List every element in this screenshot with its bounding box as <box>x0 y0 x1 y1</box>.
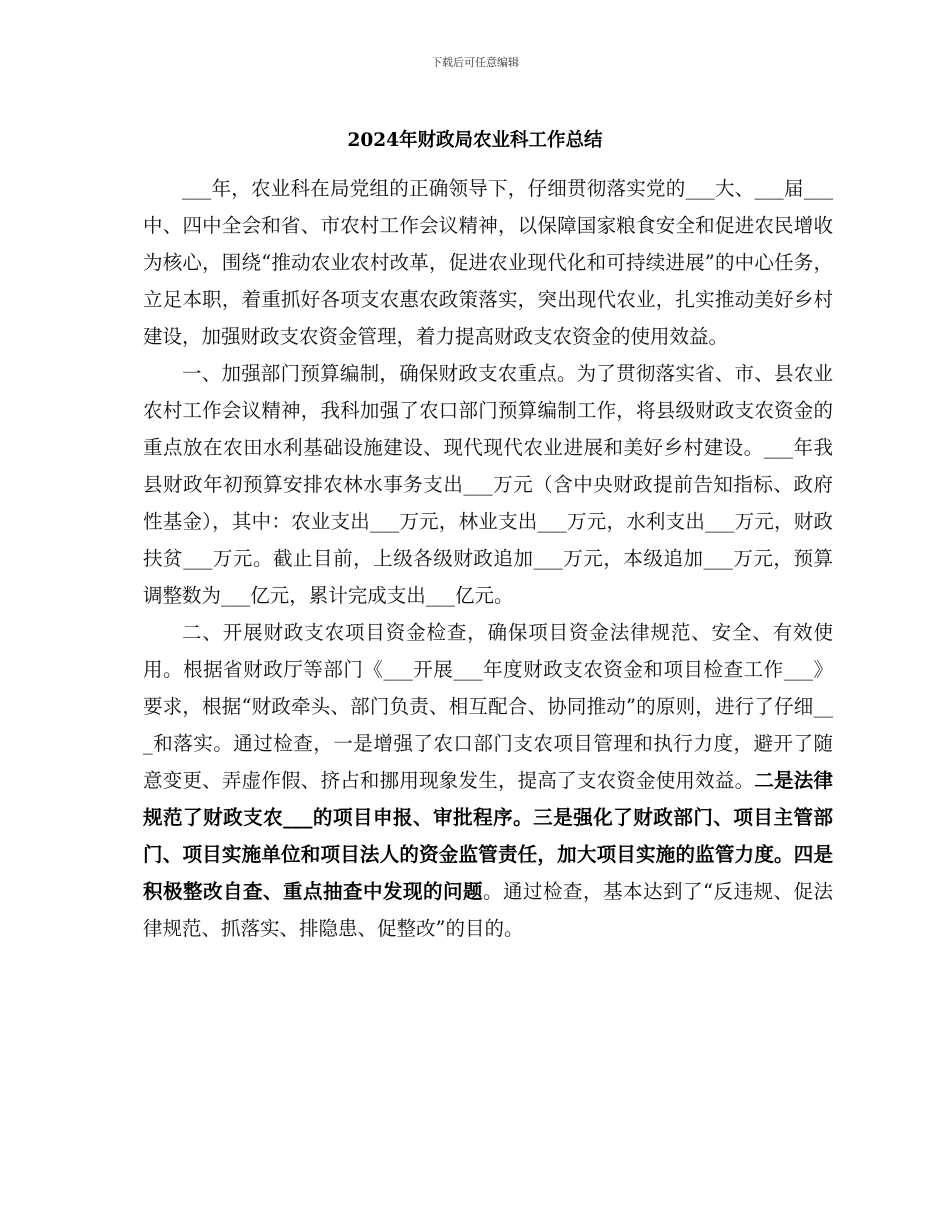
header-note: 下载后可任意编辑 <box>431 56 519 69</box>
paragraph-inspection-text: 二、开展财政支农项目资金检查，确保项目资金法律规范、安全、有效使用。根据省财政厅等部门《___开展___年度财政支农资金和项目检查工作___》要求，根据“财政牵头、部门负责、相互配合、协同推动”的原则，进行了仔细___和落实。通过检查，一是增强了农口部门支农项目管理和执行力度，避开了随意变更、弄虚作假、挤占和挪用现象发生，提高了支农资金使用效益。 <box>143 621 833 792</box>
paragraph-budget: 一、加强部门预算编制，确保财政支农重点。为了贯彻落实省、市、县农业农村工作会议精神，我科加强了农口部门预算编制工作，将县级财政支农资金的重点放在农田水利基础设施建设、现代现代农业进展和美好乡村建设。___年我县财政年初预算安排农林水事务支出___万元（含中央财政提前告知指标、政府性基金），其中：农业支出___万元，林业支出___万元，水利支出___万元，财政扶贫___万元。截止目前，上级各级财政追加___万元，本级追加___万元，预算调整数为___亿元，累计完成支出___亿元。 <box>143 362 833 607</box>
document-title: 2024年财政局农业科工作总结 <box>347 130 603 151</box>
paragraph-inspection <box>143 614 833 947</box>
document-body <box>143 170 833 947</box>
paragraph-inspection-bold: 二是法律规范了财政支农___的项目申报、审批程序。三是强化了财政部门、项目主管部门、项目实施单位和项目法人的资金监管责任，加大项目实施的监管力度。四是积极整改自查、重点抽查中发现的问题 <box>143 769 833 903</box>
paragraph-inspection-ending: 。通过检查，基本达到了“反违规、促法律规范、抓落实、排隐患、促整改”的目的。 <box>143 880 833 940</box>
paragraph-intro: ___年，农业科在局党组的正确领导下，仔细贯彻落实党的___大、___届___中、四中全会和省、市农村工作会议精神，以保障国家粮食安全和促进农民增收为核心，围绕“推动农业农村改革，促进农业现代化和可持续进展”的中心任务，立足本职，着重抓好各项支农惠农政策落实，突出现代农业，扎实推动美好乡村建设，加强财政支农资金管理，着力提高财政支农资金的使用效益。 <box>143 177 833 348</box>
